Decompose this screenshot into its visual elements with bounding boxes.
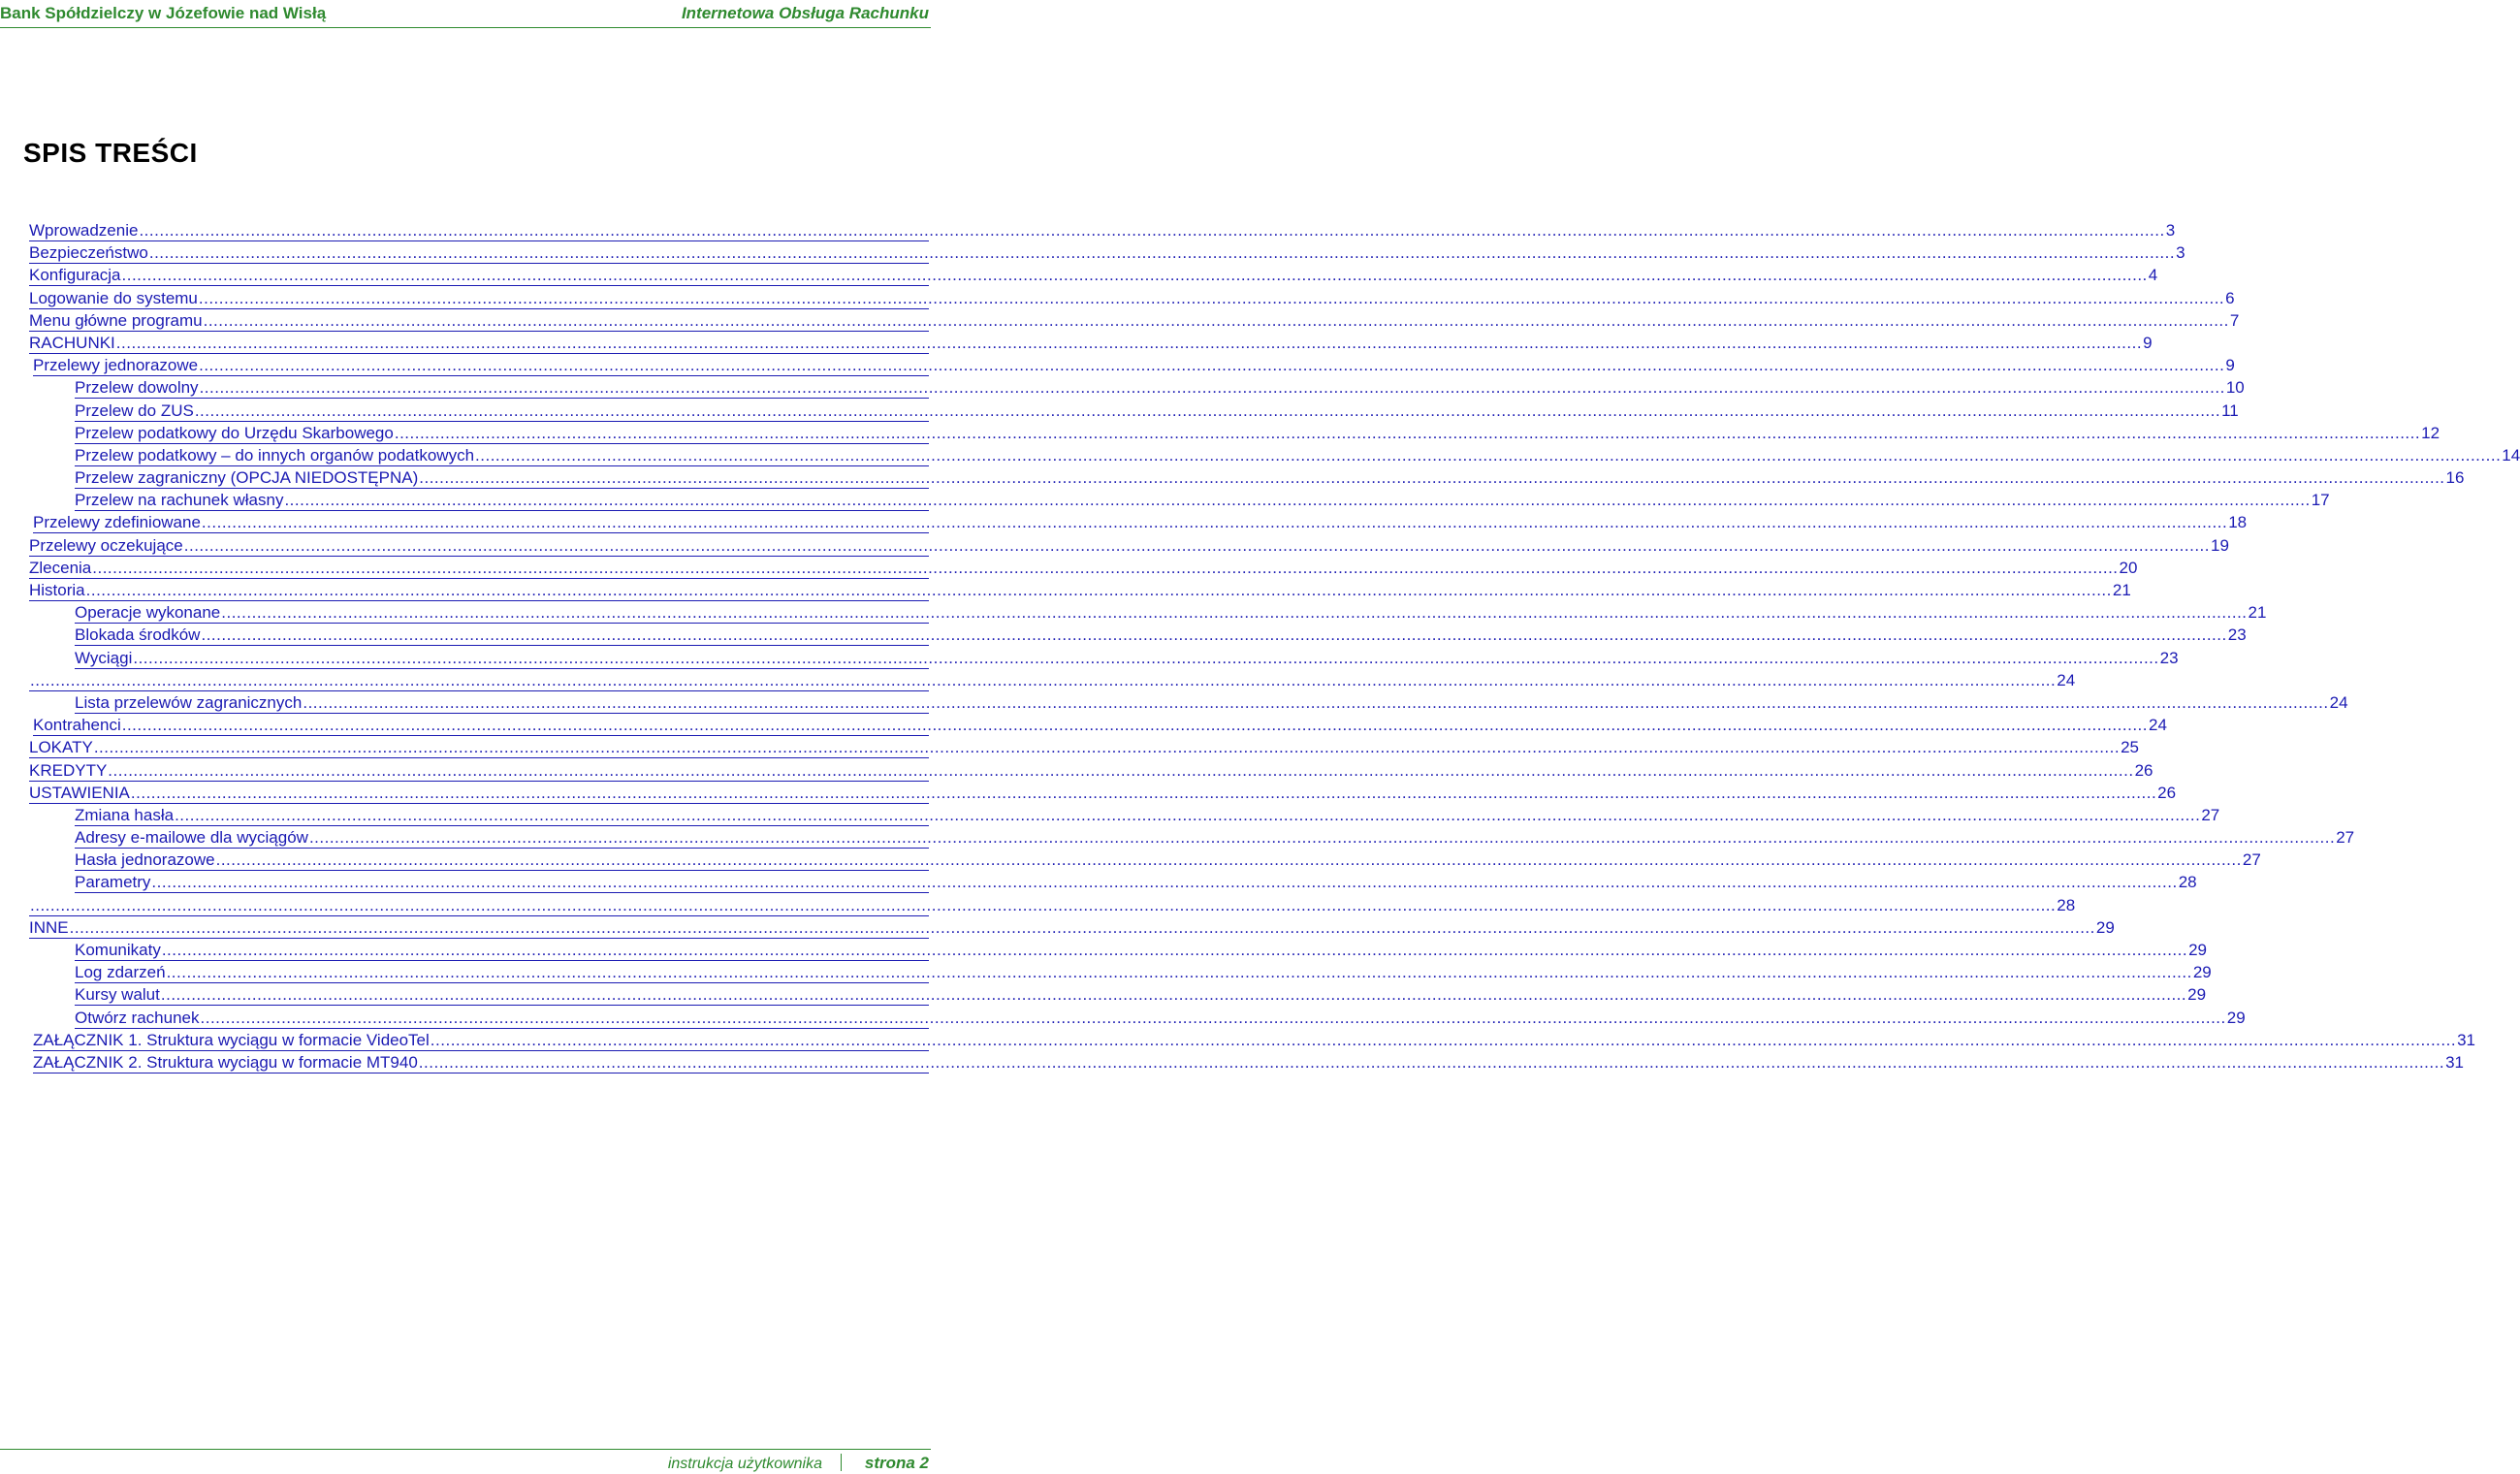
toc-link[interactable] (75, 985, 2207, 1006)
toc-entry-label: Bezpieczeństwo (29, 243, 148, 263)
toc-item (0, 535, 2229, 559)
toc-entry-label: Wyciągi (75, 648, 133, 667)
toc-entry-label: Przelew podatkowy – do innych organów podatkowych (75, 445, 475, 465)
toc-item (0, 1030, 2475, 1053)
toc-page-number: 20 (2119, 558, 2138, 577)
toc-entry-label: KREDYTY (29, 760, 108, 780)
toc-link[interactable] (75, 963, 2212, 983)
toc-item (0, 692, 2348, 716)
dot-leader: ................................................................................................................................................................................................................................................................................................................................................................................................................ (215, 850, 2242, 870)
toc-item (0, 445, 2520, 468)
toc-title: SPIS TREŚCI (23, 138, 198, 168)
toc-entry-label: Kontrahenci (33, 716, 121, 735)
dot-leader: ................................................................................................................................................................................................................................................................................................................................................................................................................ (161, 941, 2188, 959)
toc-entry-label: Kursy walut (75, 985, 160, 1005)
toc-item (0, 603, 2267, 625)
dot-leader: ................................................................................................................................................................................................................................................................................................................................................................................................................ (194, 401, 2221, 420)
toc-entry-label: Lista przelewów zagranicznych (75, 692, 303, 712)
toc-entry-label: Zmiana hasła (75, 805, 175, 824)
page-footer (0, 1449, 931, 1474)
dot-leader: ................................................................................................................................................................................................................................................................................................................................................................................................................ (198, 288, 2225, 307)
toc-link[interactable] (29, 917, 2115, 939)
dot-leader: ................................................................................................................................................................................................................................................................................................................................................................................................................ (203, 310, 2229, 330)
bank-name: Bank Spółdzielczy w Józefowie nad Wisłą (0, 4, 327, 22)
dot-leader: ................................................................................................................................................................................................................................................................................................................................................................................................................ (139, 221, 2165, 240)
toc-entry-label: USTAWIENIA (29, 783, 130, 802)
toc-entry-label: Blokada środków (75, 625, 201, 645)
dot-leader: ................................................................................................................................................................................................................................................................................................................................................................................................................ (121, 716, 2148, 735)
toc-page-number: 3 (2165, 221, 2176, 240)
dot-leader: ................................................................................................................................................................................................................................................................................................................................................................................................................ (121, 266, 2148, 285)
toc-link[interactable] (29, 670, 2076, 691)
dot-leader: ................................................................................................................................................................................................................................................................................................................................................................................................................ (115, 333, 2143, 352)
toc-entry-label: Adresy e-mailowe dla wyciągów (75, 828, 308, 848)
toc-item (0, 468, 2465, 491)
toc-page-number: 28 (2057, 895, 2076, 914)
toc-page-number: 19 (2211, 535, 2229, 555)
toc-item (0, 581, 2131, 603)
toc-page-number: 29 (2095, 917, 2115, 937)
toc-item (0, 738, 2140, 760)
dot-leader: ................................................................................................................................................................................................................................................................................................................................................................................................................ (475, 445, 2502, 465)
toc-entry-label: Przelew zagraniczny (OPCJA NIEDOSTĘPNA) (75, 468, 419, 488)
toc-item (0, 917, 2115, 941)
toc-page-number: 18 (2228, 513, 2248, 532)
toc-page-number: 12 (2421, 423, 2440, 442)
toc-link[interactable] (75, 378, 2245, 399)
toc-entry-label: INNE (29, 917, 69, 937)
toc-entry-label: RACHUNKI (29, 333, 115, 352)
dot-leader: ................................................................................................................................................................................................................................................................................................................................................................................................................ (201, 513, 2228, 532)
toc-link[interactable] (29, 581, 2131, 601)
toc-entry-label: ZAŁĄCZNIK 1. Struktura wyciągu w formacie VideoTel (33, 1030, 430, 1049)
toc-item (0, 625, 2247, 648)
toc-item (0, 266, 2158, 288)
toc-link[interactable] (29, 266, 2158, 286)
toc-link[interactable] (29, 243, 2185, 264)
toc-page-number: 23 (2227, 625, 2247, 645)
toc-page-number: 26 (2134, 760, 2153, 780)
toc-item (0, 491, 2330, 513)
toc-entry-label: Wprowadzenie (29, 221, 139, 240)
toc-page-number: 27 (2336, 828, 2355, 848)
dot-leader: ................................................................................................................................................................................................................................................................................................................................................................................................................ (151, 873, 2178, 892)
toc-item (0, 243, 2185, 266)
toc-item (0, 288, 2235, 311)
toc-link[interactable] (75, 491, 2330, 511)
toc-page-number: 25 (2121, 738, 2140, 757)
toc-page-number: 10 (2225, 378, 2245, 398)
toc-link[interactable] (75, 873, 2197, 893)
dot-leader: ................................................................................................................................................................................................................................................................................................................................................................................................................ (183, 535, 2211, 555)
toc-link[interactable] (29, 535, 2229, 557)
dot-leader: ................................................................................................................................................................................................................................................................................................................................................................................................................ (394, 423, 2421, 442)
toc-link[interactable] (75, 603, 2267, 624)
toc-item (0, 850, 2261, 873)
dot-leader: ................................................................................................................................................................................................................................................................................................................................................................................................................ (93, 738, 2121, 757)
toc-item (0, 760, 2153, 784)
toc-link[interactable] (33, 513, 2248, 533)
toc-item (0, 423, 2440, 446)
toc-item (0, 378, 2245, 401)
dot-leader: ................................................................................................................................................................................................................................................................................................................................................................................................................ (308, 828, 2336, 848)
dot-leader: ................................................................................................................................................................................................................................................................................................................................................................................................................ (419, 468, 2445, 488)
toc-item (0, 221, 2176, 243)
toc-page-number: 29 (2226, 1008, 2246, 1027)
toc-item (0, 805, 2220, 828)
toc-link[interactable] (29, 558, 2138, 579)
toc-entry-label: LOKATY (29, 738, 93, 757)
toc-entry-label: Przelew podatkowy do Urzędu Skarbowego (75, 423, 394, 442)
dot-leader: ................................................................................................................................................................................................................................................................................................................................................................................................................ (148, 243, 2176, 263)
toc-page-number: 21 (2112, 581, 2131, 599)
toc-entry-label: Parametry (75, 873, 151, 892)
dot-leader: ................................................................................................................................................................................................................................................................................................................................................................................................................ (85, 581, 2112, 599)
toc-page-number: 21 (2248, 603, 2267, 623)
table-of-contents (0, 221, 2520, 1075)
toc-page-number: 9 (2143, 333, 2153, 352)
toc-entry-label: Przelewy jednorazowe (33, 356, 199, 375)
toc-item (0, 828, 2355, 850)
toc-link[interactable] (29, 333, 2153, 354)
toc-entry-label: Menu główne programu (29, 310, 203, 330)
toc-entry-label: Zlecenia (29, 558, 92, 577)
toc-page-number: 29 (2188, 941, 2208, 959)
toc-page-number: 24 (2057, 670, 2076, 689)
dot-leader: ................................................................................................................................................................................................................................................................................................................................................................................................................ (30, 670, 2057, 689)
toc-page-number: 6 (2225, 288, 2235, 307)
toc-link[interactable] (75, 445, 2520, 466)
toc-item (0, 1052, 2464, 1075)
toc-page-number: 31 (2445, 1052, 2464, 1072)
dot-leader: ................................................................................................................................................................................................................................................................................................................................................................................................................ (200, 1008, 2226, 1027)
toc-page-number: 24 (2329, 692, 2348, 712)
dot-leader: ................................................................................................................................................................................................................................................................................................................................................................................................................ (133, 648, 2159, 667)
toc-entry-label: Konfiguracja (29, 266, 121, 285)
dot-leader: ................................................................................................................................................................................................................................................................................................................................................................................................................ (130, 783, 2157, 802)
toc-entry-label: Operacje wykonane (75, 603, 221, 623)
toc-link[interactable] (29, 760, 2153, 782)
toc-entry-label: Przelewy oczekujące (29, 535, 183, 555)
toc-entry-label: Przelew na rachunek własny (75, 491, 284, 510)
toc-item (0, 310, 2240, 334)
toc-item (0, 963, 2212, 985)
toc-page-number: 31 (2457, 1030, 2475, 1049)
dot-leader: ................................................................................................................................................................................................................................................................................................................................................................................................................ (199, 356, 2225, 375)
toc-link[interactable] (33, 1030, 2475, 1051)
document-subject: Internetowa Obsługa Rachunku (681, 4, 929, 22)
toc-link[interactable] (75, 423, 2440, 444)
dot-leader: ................................................................................................................................................................................................................................................................................................................................................................................................................ (303, 692, 2329, 712)
dot-leader: ................................................................................................................................................................................................................................................................................................................................................................................................................ (30, 895, 2057, 914)
toc-link[interactable] (29, 310, 2240, 332)
toc-entry-label: Log zdarzeń (75, 963, 166, 982)
footer-doc-label: instrukcja użytkownika (667, 1456, 822, 1472)
toc-link[interactable] (33, 356, 2235, 376)
toc-link[interactable] (29, 221, 2176, 241)
dot-leader: ................................................................................................................................................................................................................................................................................................................................................................................................................ (221, 603, 2248, 623)
toc-item (0, 356, 2235, 378)
toc-entry-label: ZAŁĄCZNIK 2. Struktura wyciągu w formacie MT940 (33, 1052, 418, 1072)
toc-link[interactable] (33, 1052, 2464, 1073)
toc-page-number: 24 (2149, 716, 2167, 735)
toc-item (0, 783, 2177, 806)
toc-link[interactable] (75, 1008, 2246, 1029)
toc-page-number: 29 (2192, 963, 2212, 982)
toc-page-number: 27 (2201, 805, 2220, 824)
toc-link[interactable] (33, 716, 2167, 736)
toc-item (0, 985, 2207, 1008)
dot-leader: ................................................................................................................................................................................................................................................................................................................................................................................................................ (199, 378, 2225, 398)
toc-link[interactable] (75, 941, 2208, 961)
toc-item (0, 648, 2179, 671)
toc-link[interactable] (75, 692, 2348, 714)
toc-link[interactable] (75, 648, 2179, 669)
toc-link[interactable] (75, 850, 2261, 871)
dot-leader: ................................................................................................................................................................................................................................................................................................................................................................................................................ (69, 917, 2095, 937)
dot-leader: ................................................................................................................................................................................................................................................................................................................................................................................................................ (430, 1030, 2457, 1049)
page-number: strona 2 (864, 1454, 929, 1472)
toc-entry-label: Przelew dowolny (75, 378, 199, 398)
toc-page-number: 29 (2187, 985, 2207, 1005)
toc-page-number: 17 (2311, 491, 2330, 510)
toc-entry-label: Przelew do ZUS (75, 401, 194, 420)
dot-leader: ................................................................................................................................................................................................................................................................................................................................................................................................................ (175, 805, 2201, 824)
dot-leader: ................................................................................................................................................................................................................................................................................................................................................................................................................ (92, 558, 2119, 577)
toc-item (0, 716, 2167, 738)
toc-page-number: 27 (2242, 850, 2261, 870)
toc-item (0, 873, 2197, 895)
dot-leader: ................................................................................................................................................................................................................................................................................................................................................................................................................ (284, 491, 2311, 510)
toc-item (0, 1008, 2246, 1031)
toc-entry-label: Przelewy zdefiniowane (33, 513, 201, 532)
toc-item (0, 513, 2248, 535)
toc-link[interactable] (29, 895, 2076, 916)
toc-page-number: 4 (2148, 266, 2158, 285)
dot-leader: ................................................................................................................................................................................................................................................................................................................................................................................................................ (166, 963, 2192, 982)
toc-page-number: 14 (2502, 445, 2520, 465)
toc-page-number: 7 (2229, 310, 2240, 330)
toc-link[interactable] (75, 468, 2465, 489)
toc-link[interactable] (29, 288, 2235, 309)
toc-page-number: 16 (2445, 468, 2465, 488)
toc-item (0, 333, 2153, 356)
toc-link[interactable] (29, 783, 2177, 804)
toc-page-number: 3 (2176, 243, 2185, 263)
toc-link[interactable] (75, 401, 2239, 422)
toc-link[interactable] (75, 828, 2355, 849)
toc-item (0, 670, 2076, 693)
toc-page-number: 26 (2157, 783, 2177, 802)
dot-leader: ................................................................................................................................................................................................................................................................................................................................................................................................................ (201, 625, 2227, 645)
toc-link[interactable] (75, 805, 2220, 826)
toc-page-number: 9 (2225, 356, 2235, 375)
toc-page-number: 11 (2221, 401, 2239, 420)
toc-item (0, 895, 2076, 918)
toc-item (0, 401, 2239, 424)
toc-item (0, 558, 2138, 581)
dot-leader: ................................................................................................................................................................................................................................................................................................................................................................................................................ (108, 760, 2134, 780)
toc-page-number: 23 (2159, 648, 2179, 667)
toc-entry-label: Hasła jednorazowe (75, 850, 215, 870)
page-header (0, 0, 931, 28)
dot-leader: ................................................................................................................................................................................................................................................................................................................................................................................................................ (160, 985, 2187, 1005)
toc-link[interactable] (29, 738, 2140, 758)
toc-item (0, 941, 2208, 963)
dot-leader: ................................................................................................................................................................................................................................................................................................................................................................................................................ (418, 1052, 2445, 1072)
toc-link[interactable] (75, 625, 2247, 646)
toc-entry-label: Otwórz rachunek (75, 1008, 200, 1027)
toc-page-number: 28 (2178, 873, 2197, 892)
toc-entry-label: Historia (29, 581, 85, 599)
toc-entry-label: Komunikaty (75, 941, 161, 959)
toc-entry-label: Logowanie do systemu (29, 288, 198, 307)
footer-divider (841, 1454, 842, 1471)
